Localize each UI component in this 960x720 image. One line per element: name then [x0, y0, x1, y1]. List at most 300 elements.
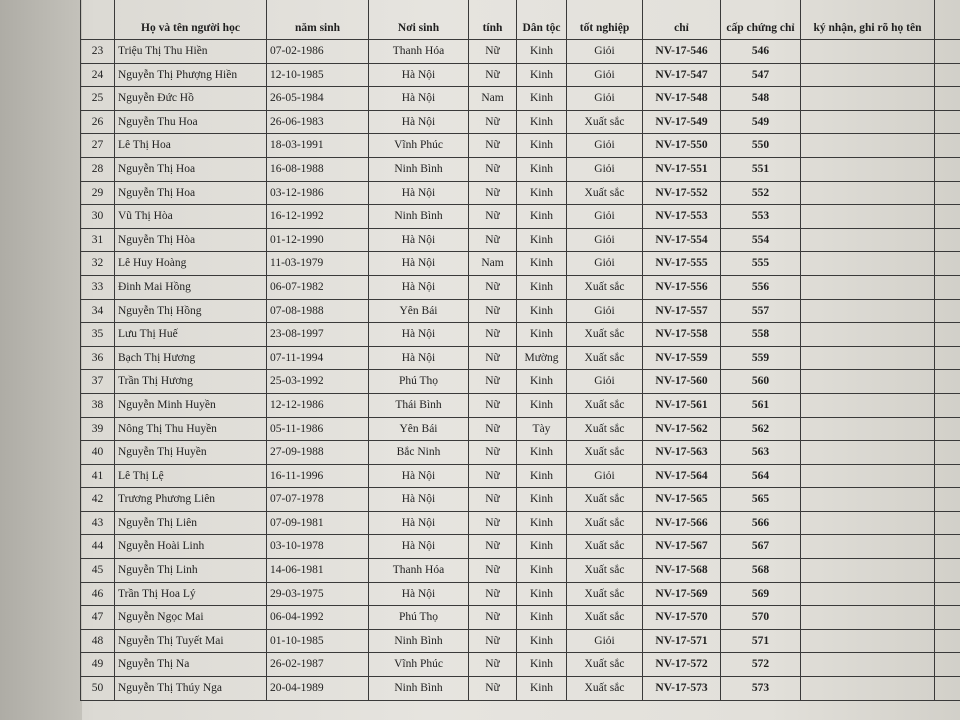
row-number: 47	[81, 606, 115, 630]
extra-cell	[935, 653, 960, 677]
signature-cell	[801, 582, 935, 606]
table-row	[81, 677, 960, 701]
table-row	[81, 346, 960, 370]
graduation-grade: Xuất sắc	[567, 110, 643, 134]
birth-date: 26-02-1987	[267, 653, 369, 677]
signature-cell	[801, 370, 935, 394]
certificate-code: NV-17-559	[643, 346, 721, 370]
ethnicity: Kinh	[517, 677, 567, 701]
signature-cell	[801, 110, 935, 134]
birth-date: 07-09-1981	[267, 511, 369, 535]
student-name: Nguyễn Thị Tuyết Mai	[115, 629, 267, 653]
student-name: Lê Huy Hoàng	[115, 252, 267, 276]
extra-cell	[935, 393, 960, 417]
signature-cell	[801, 653, 935, 677]
gender: Nữ	[469, 299, 517, 323]
gender: Nữ	[469, 157, 517, 181]
ethnicity: Kinh	[517, 464, 567, 488]
gender: Nữ	[469, 464, 517, 488]
extra-cell	[935, 488, 960, 512]
signature-cell	[801, 134, 935, 158]
certificate-number: 563	[721, 441, 801, 465]
row-number: 32	[81, 252, 115, 276]
graduation-grade: Giỏi	[567, 299, 643, 323]
extra-cell	[935, 252, 960, 276]
birth-date: 07-11-1994	[267, 346, 369, 370]
gender: Nữ	[469, 511, 517, 535]
table-row	[81, 87, 960, 111]
student-name: Bạch Thị Hương	[115, 346, 267, 370]
birth-date: 06-07-1982	[267, 275, 369, 299]
table-row	[81, 181, 960, 205]
student-name: Nguyễn Minh Huyền	[115, 393, 267, 417]
certificate-code: NV-17-561	[643, 393, 721, 417]
row-number: 24	[81, 63, 115, 87]
graduation-grade: Xuất sắc	[567, 582, 643, 606]
signature-cell	[801, 393, 935, 417]
ethnicity: Kinh	[517, 87, 567, 111]
student-name: Nguyễn Ngọc Mai	[115, 606, 267, 630]
gender: Nữ	[469, 417, 517, 441]
extra-cell	[935, 40, 960, 64]
birth-place: Ninh Bình	[369, 157, 469, 181]
birth-date: 18-03-1991	[267, 134, 369, 158]
certificate-number: 566	[721, 511, 801, 535]
row-number: 46	[81, 582, 115, 606]
certificate-number: 565	[721, 488, 801, 512]
ethnicity: Kinh	[517, 488, 567, 512]
signature-cell	[801, 299, 935, 323]
ethnicity: Kinh	[517, 252, 567, 276]
gender: Nữ	[469, 582, 517, 606]
certificate-number: 572	[721, 653, 801, 677]
graduation-grade: Xuất sắc	[567, 346, 643, 370]
certificate-number: 547	[721, 63, 801, 87]
table-row	[81, 40, 960, 64]
table-row	[81, 629, 960, 653]
row-number: 44	[81, 535, 115, 559]
certificate-number: 569	[721, 582, 801, 606]
birth-place: Ninh Bình	[369, 629, 469, 653]
birth-place: Hà Nội	[369, 181, 469, 205]
birth-place: Hà Nội	[369, 275, 469, 299]
certificate-code: NV-17-567	[643, 535, 721, 559]
header-grade: tốt nghiệp	[567, 0, 643, 40]
birth-date: 27-09-1988	[267, 441, 369, 465]
birth-place: Thanh Hóa	[369, 559, 469, 583]
gender: Nữ	[469, 228, 517, 252]
birth-place: Hà Nội	[369, 63, 469, 87]
certificate-number: 554	[721, 228, 801, 252]
certificate-code: NV-17-568	[643, 559, 721, 583]
certificate-number: 570	[721, 606, 801, 630]
signature-cell	[801, 606, 935, 630]
extra-cell	[935, 87, 960, 111]
graduation-grade: Xuất sắc	[567, 441, 643, 465]
graduation-grade: Xuất sắc	[567, 417, 643, 441]
birth-date: 03-10-1978	[267, 535, 369, 559]
birth-date: 20-04-1989	[267, 677, 369, 701]
ethnicity: Kinh	[517, 441, 567, 465]
birth-date: 26-05-1984	[267, 87, 369, 111]
extra-cell	[935, 205, 960, 229]
graduation-grade: Xuất sắc	[567, 653, 643, 677]
ethnicity: Kinh	[517, 275, 567, 299]
certificate-code: NV-17-554	[643, 228, 721, 252]
birth-date: 05-11-1986	[267, 417, 369, 441]
birth-date: 01-12-1990	[267, 228, 369, 252]
table-row	[81, 488, 960, 512]
certificate-number: 562	[721, 417, 801, 441]
header-name: Họ và tên người học	[115, 0, 267, 40]
gender: Nữ	[469, 441, 517, 465]
graduation-grade: Xuất sắc	[567, 393, 643, 417]
header-cert: cấp chứng chỉ	[721, 0, 801, 40]
header-signature: ký nhận, ghi rõ họ tên	[801, 0, 935, 40]
birth-date: 16-11-1996	[267, 464, 369, 488]
page-edge-shadow	[0, 0, 82, 720]
ethnicity: Kinh	[517, 181, 567, 205]
row-number: 35	[81, 323, 115, 347]
signature-cell	[801, 511, 935, 535]
certificate-code: NV-17-563	[643, 441, 721, 465]
gender: Nữ	[469, 677, 517, 701]
row-number: 38	[81, 393, 115, 417]
signature-cell	[801, 629, 935, 653]
certificate-code: NV-17-546	[643, 40, 721, 64]
gender: Nữ	[469, 606, 517, 630]
birth-date: 26-06-1983	[267, 110, 369, 134]
extra-cell	[935, 629, 960, 653]
table-row	[81, 511, 960, 535]
header-extra	[935, 0, 960, 40]
table-row	[81, 417, 960, 441]
student-name: Nông Thị Thu Huyền	[115, 417, 267, 441]
signature-cell	[801, 559, 935, 583]
birth-place: Yên Bái	[369, 299, 469, 323]
gender: Nữ	[469, 559, 517, 583]
birth-place: Phú Thọ	[369, 370, 469, 394]
certificate-number: 571	[721, 629, 801, 653]
gender: Nữ	[469, 181, 517, 205]
certificate-code: NV-17-550	[643, 134, 721, 158]
row-number: 36	[81, 346, 115, 370]
row-number: 45	[81, 559, 115, 583]
gender: Nữ	[469, 488, 517, 512]
certificate-number: 549	[721, 110, 801, 134]
certificate-number: 567	[721, 535, 801, 559]
certificate-number: 559	[721, 346, 801, 370]
row-number: 34	[81, 299, 115, 323]
ethnicity: Mường	[517, 346, 567, 370]
certificate-code: NV-17-564	[643, 464, 721, 488]
signature-cell	[801, 40, 935, 64]
gender: Nữ	[469, 535, 517, 559]
student-name: Nguyễn Thị Huyền	[115, 441, 267, 465]
ethnicity: Kinh	[517, 559, 567, 583]
graduation-grade: Giỏi	[567, 228, 643, 252]
student-name: Trần Thị Hương	[115, 370, 267, 394]
certificate-code: NV-17-572	[643, 653, 721, 677]
gender: Nữ	[469, 275, 517, 299]
ethnicity: Tày	[517, 417, 567, 441]
certificate-code: NV-17-565	[643, 488, 721, 512]
signature-cell	[801, 323, 935, 347]
table-row	[81, 275, 960, 299]
certificate-number: 556	[721, 275, 801, 299]
table-row	[81, 134, 960, 158]
extra-cell	[935, 323, 960, 347]
table-row	[81, 370, 960, 394]
birth-date: 11-03-1979	[267, 252, 369, 276]
student-name: Nguyễn Thị Liên	[115, 511, 267, 535]
graduation-grade: Giỏi	[567, 134, 643, 158]
gender: Nữ	[469, 370, 517, 394]
birth-date: 07-07-1978	[267, 488, 369, 512]
birth-place: Yên Bái	[369, 417, 469, 441]
birth-place: Bắc Ninh	[369, 441, 469, 465]
ethnicity: Kinh	[517, 228, 567, 252]
table-row	[81, 299, 960, 323]
row-number: 27	[81, 134, 115, 158]
table-body	[81, 40, 960, 701]
birth-date: 25-03-1992	[267, 370, 369, 394]
gender: Nữ	[469, 629, 517, 653]
signature-cell	[801, 181, 935, 205]
row-number: 33	[81, 275, 115, 299]
birth-date: 01-10-1985	[267, 629, 369, 653]
birth-place: Hà Nội	[369, 87, 469, 111]
certificate-number: 564	[721, 464, 801, 488]
certificate-code: NV-17-548	[643, 87, 721, 111]
row-number: 29	[81, 181, 115, 205]
ethnicity: Kinh	[517, 606, 567, 630]
signature-cell	[801, 252, 935, 276]
certificate-number: 555	[721, 252, 801, 276]
signature-cell	[801, 441, 935, 465]
extra-cell	[935, 417, 960, 441]
extra-cell	[935, 559, 960, 583]
birth-place: Hà Nội	[369, 228, 469, 252]
signature-cell	[801, 346, 935, 370]
student-name: Lê Thị Hoa	[115, 134, 267, 158]
graduation-grade: Xuất sắc	[567, 677, 643, 701]
row-number: 43	[81, 511, 115, 535]
birth-date: 23-08-1997	[267, 323, 369, 347]
graduation-grade: Giỏi	[567, 464, 643, 488]
certificate-number: 561	[721, 393, 801, 417]
certificate-code: NV-17-558	[643, 323, 721, 347]
table-row	[81, 606, 960, 630]
certificate-number: 550	[721, 134, 801, 158]
certificate-number: 552	[721, 181, 801, 205]
birth-date: 03-12-1986	[267, 181, 369, 205]
certificate-code: NV-17-553	[643, 205, 721, 229]
ethnicity: Kinh	[517, 370, 567, 394]
certificate-code: NV-17-555	[643, 252, 721, 276]
birth-place: Hà Nội	[369, 252, 469, 276]
row-number: 37	[81, 370, 115, 394]
signature-cell	[801, 63, 935, 87]
certificate-code: NV-17-549	[643, 110, 721, 134]
certificate-code: NV-17-569	[643, 582, 721, 606]
header-code: chỉ	[643, 0, 721, 40]
birth-date: 14-06-1981	[267, 559, 369, 583]
row-number: 39	[81, 417, 115, 441]
gender: Nữ	[469, 63, 517, 87]
signature-cell	[801, 205, 935, 229]
certificate-code: NV-17-560	[643, 370, 721, 394]
graduation-grade: Giỏi	[567, 205, 643, 229]
row-number: 48	[81, 629, 115, 653]
graduation-grade: Xuất sắc	[567, 488, 643, 512]
signature-cell	[801, 275, 935, 299]
table-row	[81, 393, 960, 417]
signature-cell	[801, 157, 935, 181]
extra-cell	[935, 606, 960, 630]
table-header-row	[81, 0, 960, 40]
ethnicity: Kinh	[517, 299, 567, 323]
row-number: 49	[81, 653, 115, 677]
student-name: Nguyễn Thị Na	[115, 653, 267, 677]
extra-cell	[935, 299, 960, 323]
certificate-code: NV-17-570	[643, 606, 721, 630]
graduation-grade: Xuất sắc	[567, 181, 643, 205]
birth-place: Hà Nội	[369, 535, 469, 559]
student-name: Nguyễn Thị Hồng	[115, 299, 267, 323]
birth-place: Hà Nội	[369, 346, 469, 370]
ethnicity: Kinh	[517, 511, 567, 535]
extra-cell	[935, 582, 960, 606]
birth-place: Vĩnh Phúc	[369, 653, 469, 677]
birth-date: 07-02-1986	[267, 40, 369, 64]
certificate-code: NV-17-551	[643, 157, 721, 181]
certificate-code: NV-17-562	[643, 417, 721, 441]
extra-cell	[935, 370, 960, 394]
ethnicity: Kinh	[517, 629, 567, 653]
gender: Nam	[469, 252, 517, 276]
certificate-number: 557	[721, 299, 801, 323]
gender: Nữ	[469, 205, 517, 229]
table-row	[81, 252, 960, 276]
graduation-grade: Xuất sắc	[567, 535, 643, 559]
row-number: 42	[81, 488, 115, 512]
birth-date: 16-12-1992	[267, 205, 369, 229]
student-name: Nguyễn Thị Thúy Nga	[115, 677, 267, 701]
birth-place: Hà Nội	[369, 110, 469, 134]
graduate-list-table	[80, 0, 960, 701]
ethnicity: Kinh	[517, 63, 567, 87]
certificate-number: 573	[721, 677, 801, 701]
signature-cell	[801, 535, 935, 559]
extra-cell	[935, 157, 960, 181]
birth-date: 16-08-1988	[267, 157, 369, 181]
birth-place: Hà Nội	[369, 323, 469, 347]
graduation-grade: Xuất sắc	[567, 559, 643, 583]
birth-place: Thanh Hóa	[369, 40, 469, 64]
extra-cell	[935, 228, 960, 252]
signature-cell	[801, 464, 935, 488]
graduation-grade: Xuất sắc	[567, 511, 643, 535]
ethnicity: Kinh	[517, 535, 567, 559]
table-row	[81, 582, 960, 606]
certificate-number: 568	[721, 559, 801, 583]
student-name: Nguyễn Thu Hoa	[115, 110, 267, 134]
birth-place: Ninh Bình	[369, 677, 469, 701]
gender: Nữ	[469, 40, 517, 64]
certificate-code: NV-17-566	[643, 511, 721, 535]
certificate-code: NV-17-557	[643, 299, 721, 323]
student-name: Lê Thị Lệ	[115, 464, 267, 488]
birth-date: 12-10-1985	[267, 63, 369, 87]
extra-cell	[935, 134, 960, 158]
extra-cell	[935, 346, 960, 370]
signature-cell	[801, 87, 935, 111]
table-row	[81, 63, 960, 87]
extra-cell	[935, 110, 960, 134]
table-row	[81, 205, 960, 229]
extra-cell	[935, 535, 960, 559]
certificate-code: NV-17-547	[643, 63, 721, 87]
header-sex: tính	[469, 0, 517, 40]
header-place: Nơi sinh	[369, 0, 469, 40]
certificate-code: NV-17-573	[643, 677, 721, 701]
certificate-number: 558	[721, 323, 801, 347]
birth-date: 06-04-1992	[267, 606, 369, 630]
table-row	[81, 464, 960, 488]
birth-place: Ninh Bình	[369, 205, 469, 229]
table-row	[81, 157, 960, 181]
birth-place: Hà Nội	[369, 582, 469, 606]
table-row	[81, 441, 960, 465]
birth-place: Thái Bình	[369, 393, 469, 417]
student-name: Nguyễn Thị Phượng Hiền	[115, 63, 267, 87]
table-row	[81, 110, 960, 134]
graduation-grade: Giỏi	[567, 252, 643, 276]
gender: Nữ	[469, 346, 517, 370]
row-number: 26	[81, 110, 115, 134]
certificate-code: NV-17-552	[643, 181, 721, 205]
gender: Nữ	[469, 393, 517, 417]
student-name: Vũ Thị Hòa	[115, 205, 267, 229]
extra-cell	[935, 63, 960, 87]
student-name: Trần Thị Hoa Lý	[115, 582, 267, 606]
certificate-number: 551	[721, 157, 801, 181]
certificate-number: 548	[721, 87, 801, 111]
header-dob: năm sinh	[267, 0, 369, 40]
row-number: 40	[81, 441, 115, 465]
student-name: Nguyễn Thị Hòa	[115, 228, 267, 252]
student-name: Đinh Mai Hồng	[115, 275, 267, 299]
graduation-grade: Giỏi	[567, 40, 643, 64]
gender: Nữ	[469, 110, 517, 134]
row-number: 50	[81, 677, 115, 701]
gender: Nữ	[469, 653, 517, 677]
signature-cell	[801, 417, 935, 441]
gender: Nữ	[469, 134, 517, 158]
certificate-code: NV-17-571	[643, 629, 721, 653]
row-number: 25	[81, 87, 115, 111]
certificate-number: 560	[721, 370, 801, 394]
row-number: 41	[81, 464, 115, 488]
extra-cell	[935, 275, 960, 299]
extra-cell	[935, 511, 960, 535]
student-name: Nguyễn Hoài Linh	[115, 535, 267, 559]
extra-cell	[935, 464, 960, 488]
ethnicity: Kinh	[517, 110, 567, 134]
ethnicity: Kinh	[517, 323, 567, 347]
row-number: 30	[81, 205, 115, 229]
